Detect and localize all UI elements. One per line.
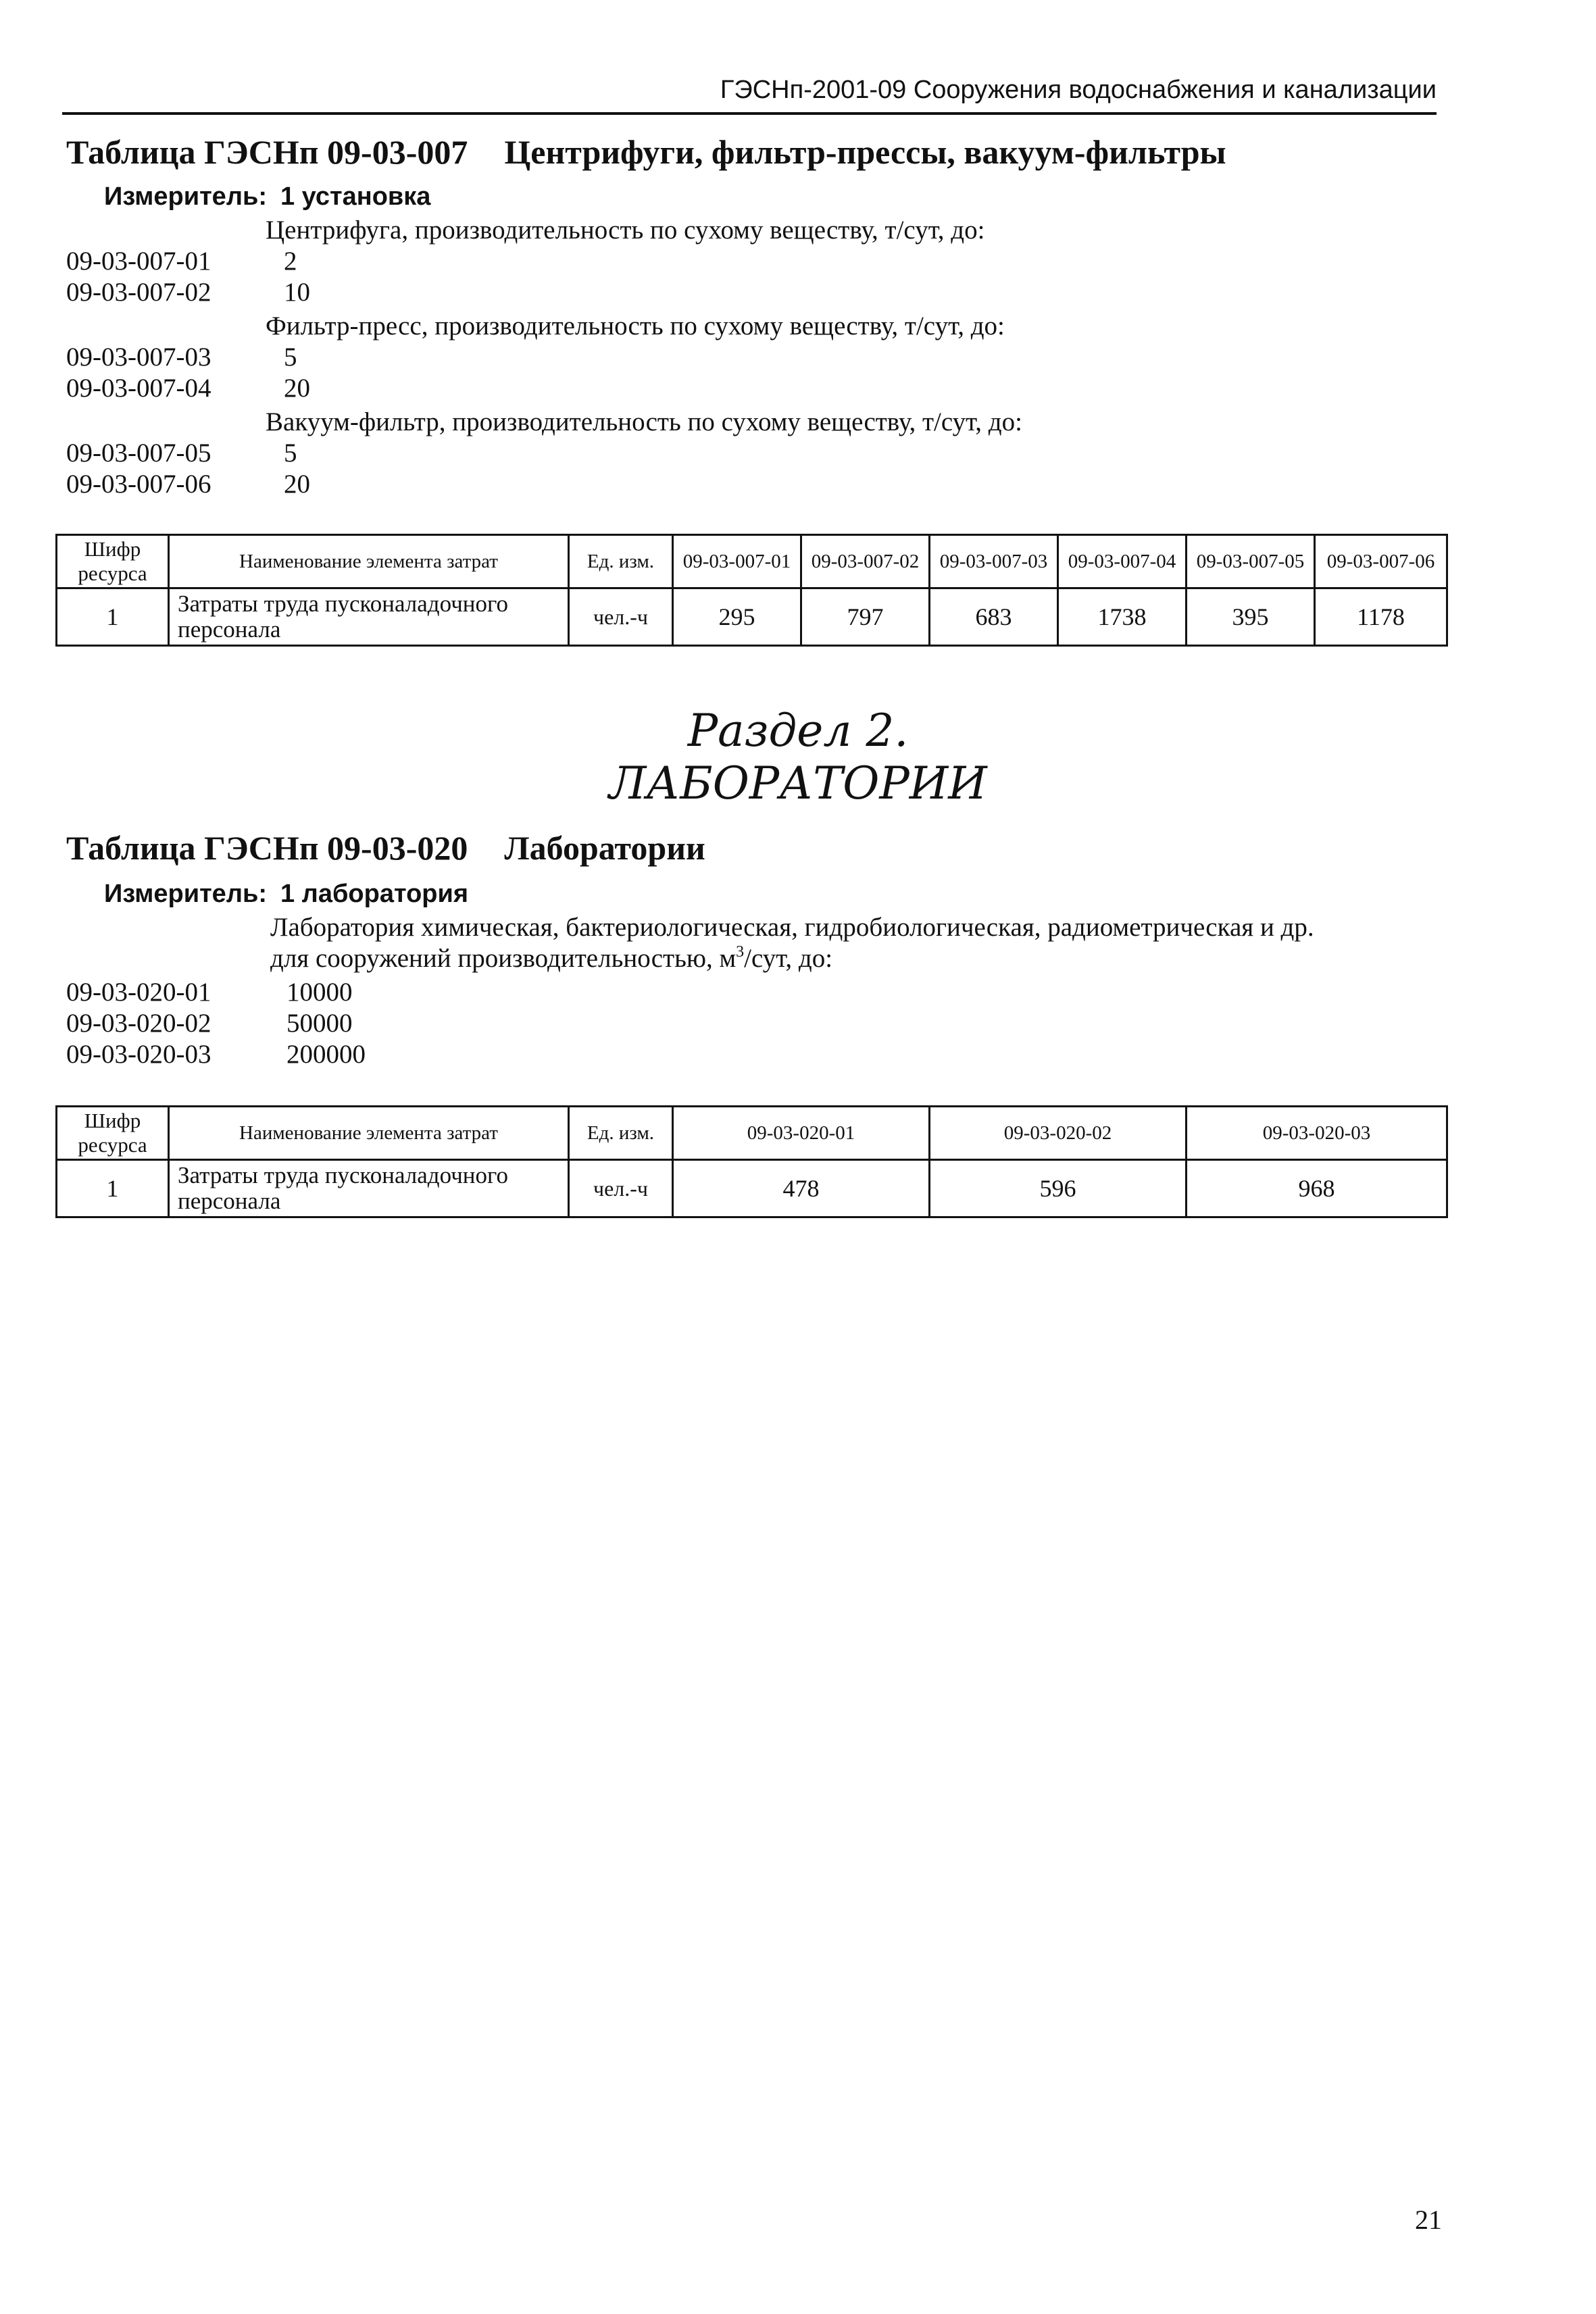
header-norm-code: 09-03-020-02: [930, 1107, 1187, 1160]
cell-value: 683: [930, 588, 1058, 646]
cell-resource-code: 1: [57, 1160, 169, 1217]
item-value: 200000: [286, 1040, 366, 1069]
measurer-label: Измеритель:: [104, 880, 267, 908]
header-resource-code: Шифр ресурса: [57, 535, 169, 588]
table-row: [57, 1160, 1447, 1217]
cell-value: 797: [801, 588, 930, 646]
cell-resource-code: 1: [57, 588, 169, 646]
header-norm-code: 09-03-007-03: [930, 535, 1058, 588]
cell-value: 395: [1187, 588, 1315, 646]
table-007-measurer: [104, 182, 430, 211]
page-number: 21: [1415, 2205, 1442, 2235]
description-line: Лаборатория химическая, бактериологическая, гидробиологическая, радиометрическая и др.: [270, 913, 1314, 942]
table-header-row: [57, 1107, 1447, 1160]
table-020-name: Лаборатории: [504, 829, 705, 867]
item-value: 10: [284, 278, 310, 307]
running-header: [62, 70, 1437, 115]
measurer-value: 1 лаборатория: [280, 880, 469, 908]
item-value: 50000: [286, 1009, 353, 1038]
table-020-measurer: [104, 880, 468, 909]
table-007-name: Центрифуги, фильтр-прессы, вакуум-фильтры: [504, 133, 1226, 171]
item-code: 09-03-020-01: [66, 978, 211, 1007]
group-description: Вакуум-фильтр, производительность по сухому веществу, т/сут, до:: [266, 407, 1022, 436]
cell-value: 968: [1187, 1160, 1447, 1217]
header-resource-code: Шифр ресурса: [57, 1107, 169, 1160]
item-value: 20: [284, 470, 310, 499]
cell-value: 1738: [1058, 588, 1187, 646]
cell-cost-element: Затраты труда пусконаладочного персонала: [169, 1160, 569, 1217]
item-value: 20: [284, 374, 310, 403]
cell-unit: чел.-ч: [569, 588, 673, 646]
header-norm-code: 09-03-007-05: [1187, 535, 1315, 588]
header-cost-element: Наименование элемента затрат: [169, 1107, 569, 1160]
measurer-value: 1 установка: [280, 182, 431, 211]
resource-table-020: [55, 1105, 1448, 1218]
section-label: Раздел 2.: [687, 705, 909, 757]
header-norm-code: 09-03-007-04: [1058, 535, 1187, 588]
item-code: 09-03-020-02: [66, 1009, 211, 1038]
cell-value: 478: [673, 1160, 930, 1217]
table-header-row: [57, 535, 1447, 588]
measurer-label: Измеритель:: [104, 182, 267, 211]
header-norm-code: 09-03-007-01: [673, 535, 801, 588]
running-title: ГЭСНп-2001-09 Сооружения водоснабжения и канализации: [720, 76, 1437, 104]
item-value: 5: [284, 343, 297, 372]
description-line: для сооружений производительностью, $м^3$/сут, до:: [270, 943, 833, 973]
table-020-heading: [66, 828, 705, 867]
header-norm-code: 09-03-007-02: [801, 535, 930, 588]
item-value: 2: [284, 247, 297, 276]
item-code: 09-03-007-01: [66, 247, 211, 276]
cell-cost-element: Затраты труда пусконаладочного персонала: [169, 588, 569, 646]
table-row: [57, 588, 1447, 646]
cell-unit: чел.-ч: [569, 1160, 673, 1217]
item-code: 09-03-007-03: [66, 343, 211, 372]
cell-value: 295: [673, 588, 801, 646]
item-code: 09-03-007-05: [66, 438, 211, 468]
item-code: 09-03-020-03: [66, 1040, 211, 1069]
header-norm-code: 09-03-020-03: [1187, 1107, 1447, 1160]
cell-value: 596: [930, 1160, 1187, 1217]
table-007-heading: [66, 132, 1226, 172]
item-code: 09-03-007-04: [66, 374, 211, 403]
resource-table-007: [55, 534, 1448, 647]
section-title: ЛАБОРАТОРИИ: [609, 757, 987, 809]
header-unit: Ед. изм.: [569, 1107, 673, 1160]
header-norm-code: 09-03-020-01: [673, 1107, 930, 1160]
item-code: 09-03-007-02: [66, 278, 211, 307]
cell-value: 1178: [1315, 588, 1447, 646]
header-cost-element: Наименование элемента затрат: [169, 535, 569, 588]
item-code: 09-03-007-06: [66, 470, 211, 499]
table-020-code: Таблица ГЭСНп 09-03-020: [66, 829, 468, 867]
item-value: 10000: [286, 978, 353, 1007]
group-description: Центрифуга, производительность по сухому веществу, т/сут, до:: [266, 216, 985, 245]
item-value: 5: [284, 438, 297, 468]
header-norm-code: 09-03-007-06: [1315, 535, 1447, 588]
table-007-code: Таблица ГЭСНп 09-03-007: [66, 133, 468, 171]
header-unit: Ед. изм.: [569, 535, 673, 588]
group-description: Фильтр-пресс, производительность по сухому веществу, т/сут, до:: [266, 311, 1005, 341]
